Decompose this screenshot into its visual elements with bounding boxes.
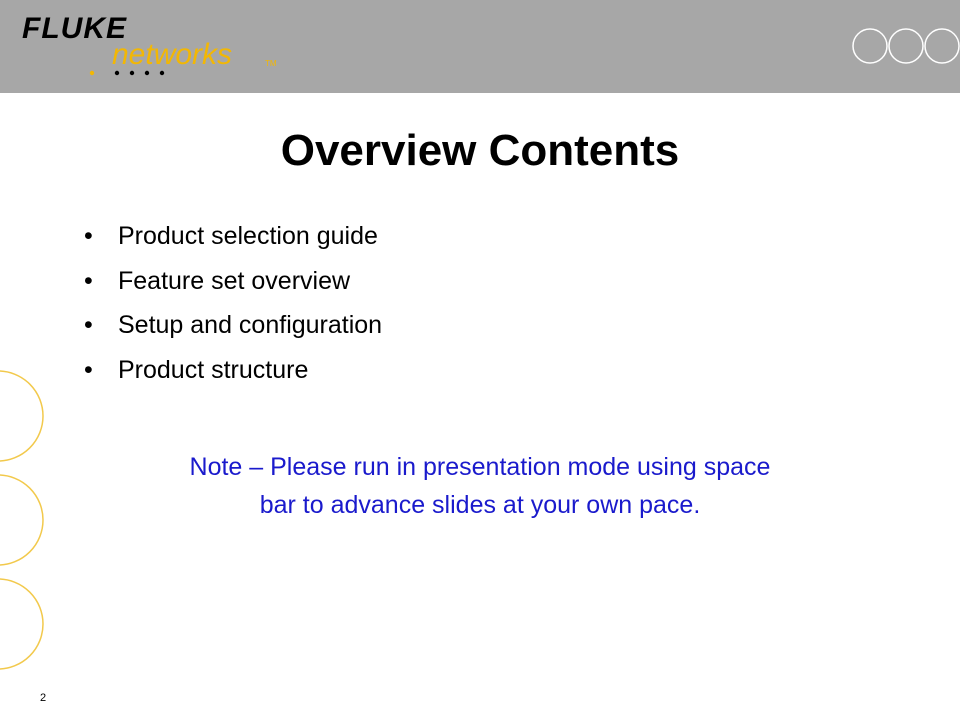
logo-tm-text: TM: [265, 59, 277, 68]
logo-dot: [160, 71, 164, 75]
bullet-item: [84, 350, 382, 395]
bullet-dot: •: [84, 222, 93, 250]
bullet-item: [84, 261, 382, 306]
bullet-text: Product structure: [118, 355, 309, 384]
bullet-text: Setup and configuration: [118, 311, 383, 339]
header-circle: [889, 29, 923, 63]
header-circle: [853, 29, 887, 63]
bullet-list: [84, 216, 382, 394]
slide-title: Overview Contents: [280, 126, 680, 175]
note-line-2: bar to advance slides at your own pace.: [259, 491, 701, 519]
logo-dot: [90, 71, 94, 75]
logo-dot: [145, 71, 149, 75]
logo-dots: [90, 71, 94, 75]
side-circles-decoration: [0, 360, 60, 670]
bullet-text: Product selection guide: [118, 222, 378, 250]
logo-fluke-text: FLUKE: [22, 12, 127, 45]
bullet-dot: •: [84, 266, 93, 295]
logo-networks-text: networks: [112, 38, 233, 71]
bullet-text: Feature set overview: [118, 266, 351, 295]
page-number: 2: [40, 692, 47, 704]
logo-dots-dark: [115, 71, 164, 75]
side-circle: [0, 579, 43, 669]
bullet-dot: •: [84, 355, 93, 384]
bullet-item: [84, 216, 382, 261]
logo-dot: [130, 71, 134, 75]
header-circles-decoration: [850, 0, 960, 93]
note-line-1: Note – Please run in presentation mode using space: [189, 453, 771, 481]
bullet-item: [84, 305, 382, 350]
presentation-note: [90, 448, 870, 524]
side-circle: [0, 475, 43, 565]
logo-dot: [115, 71, 119, 75]
side-circle: [0, 371, 43, 461]
header-circle: [925, 29, 959, 63]
bullet-dot: •: [84, 311, 93, 339]
fluke-networks-logo: [0, 0, 300, 90]
